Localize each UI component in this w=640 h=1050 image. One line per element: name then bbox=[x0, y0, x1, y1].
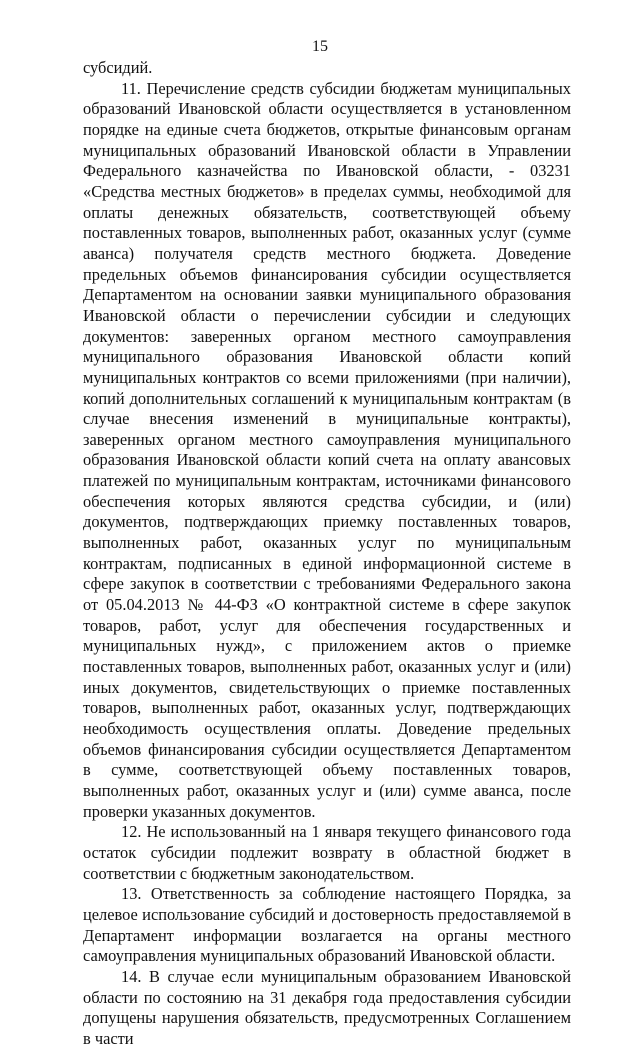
page-number: 15 bbox=[312, 38, 328, 55]
paragraph-continuation: субсидий. bbox=[83, 58, 153, 77]
paragraph-13-responsibility: 13. Ответственность за соблюдение настоящего Порядка, за целевое использование субсидий и достоверность предоставляемой в Департамент информации возлагается на органы местного самоуправления муниципальных образований Ивановской области. bbox=[83, 884, 571, 966]
document-body bbox=[83, 58, 571, 1050]
paragraph-11-funds-transfer: 11. Перечисление средств субсидии бюджетам муниципальных образований Ивановской области осуществляется в установленном порядке на единые счета бюджетов, открытые финансовым органам муниципальных образований Ивановской области в Управлении Федерального казначейства по Ивановской области, - 03231 «Средства местных бюджетов» в пределах суммы, необходимой для оплаты денежных обязательств, соответствующей объему поставленных товаров, выполненных работ, оказанных услуг (сумме аванса) получателя средств местного бюджета. Доведение предельных объемов финансирования субсидии осуществляется Департаментом на основании заявки муниципального образования Ивановской области о перечислении субсидии и следующих документов: заверенных органом местного самоуправления муниципального образования Ивановской области копий муниципальных контрактов со всеми приложениями (при наличии), копий дополнительных соглашений к муниципальным контрактам (в случае внесения изменений в муниципальные контракты), заверенных органом местного самоуправления муниципального образования Ивановской области копий счета на оплату авансовых платежей по муниципальным контрактам, источниками финансового обеспечения которых являются средства субсидии, и (или) документов, подтверждающих приемку поставленных товаров, выполненных работ, оказанных услуг по муниципальным контрактам, подписанных в единой информационной системе в сфере закупок в соответствии с требованиями Федерального закона от 05.04.2013 № 44-ФЗ «О контрактной системе в сфере закупок товаров, работ, услуг для обеспечения государственных и муниципальных нужд», с приложением актов о приемке поставленных товаров, выполненных работ, оказанных услуг и (или) иных документов, свидетельствующих о приемке поставленных товаров, выполненных работ, оказанных услуг, подтверждающих необходимость осуществления оплаты. Доведение предельных объемов финансирования субсидии осуществляется Департаментом в сумме, соответствующей объему поставленных товаров, выполненных работ, оказанных услуг и (или) сумме аванса, после проверки указанных документов. bbox=[83, 78, 571, 821]
paragraph-12-subsidy-return: 12. Не использованный на 1 января текущего финансового года остаток субсидии подлежит возврату в областной бюджет в соответствии с бюджетным законодательством. bbox=[83, 822, 571, 883]
paragraph-14-violations: 14. В случае если муниципальным образованием Ивановской области по состоянию на 31 декабря года предоставления субсидии допущены нарушения обязательств, предусмотренных Соглашением в части bbox=[83, 966, 571, 1048]
